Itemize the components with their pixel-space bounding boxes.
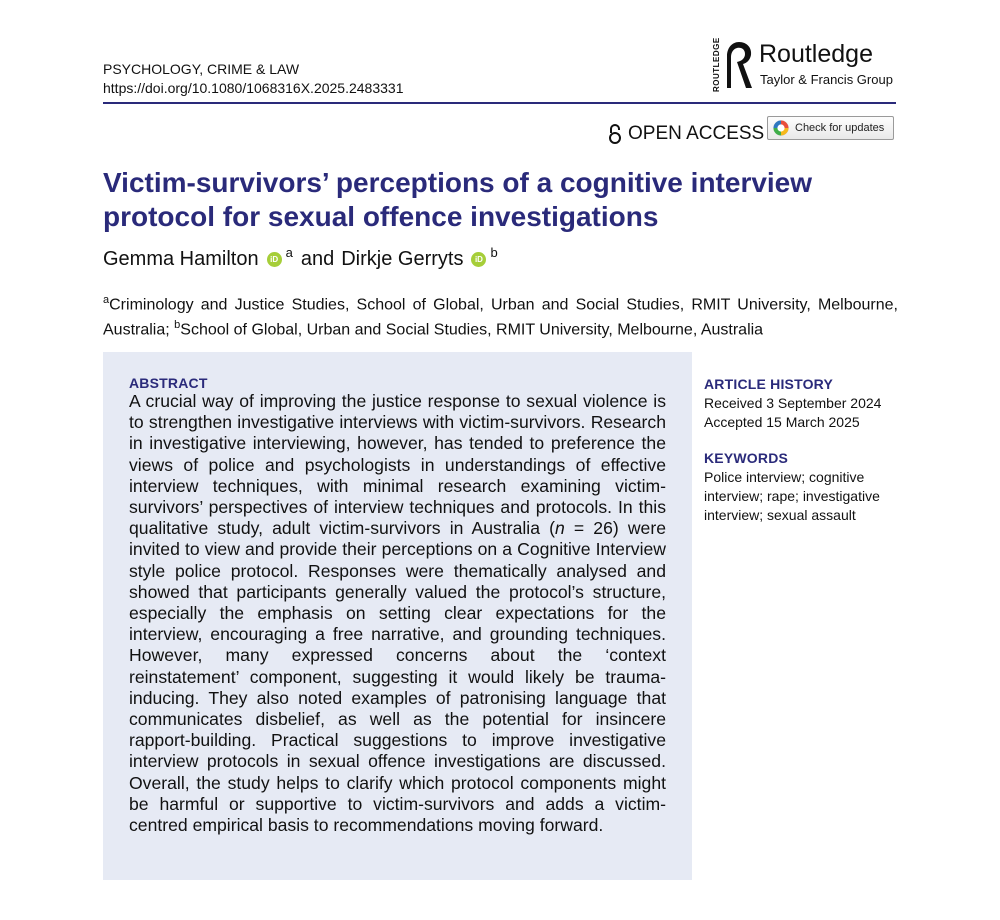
affiliations (103, 290, 898, 341)
article-sidebar (704, 375, 904, 525)
affiliation-text: School of Global, Urban and Social Studies, RMIT University, Melbourne, Australia (180, 321, 764, 339)
author-joiner: and (300, 248, 335, 270)
keywords-heading: KEYWORDS (704, 450, 789, 466)
keywords-text: Police interview; cognitive interview; rape; investigative interview; sexual assault (704, 469, 880, 523)
author-line (103, 245, 498, 271)
check-for-updates-label: Check for updates (795, 122, 885, 134)
open-access-badge (608, 120, 764, 148)
accepted-date: Accepted 15 March 2025 (704, 414, 860, 430)
publisher-group: Taylor & Francis Group (760, 72, 893, 87)
header-divider (103, 102, 896, 104)
affiliation-text: Criminology and Justice Studies, School of Global, Urban and Social Studies, RMIT University, Melbourne, Australia; (103, 296, 898, 339)
abstract-text-part: A crucial way of improving the justice response to sexual violence is to strengthen investigative interviews with victim-survivors. Research in investigative interviewing, however, has tended to preference the views of police and psychologists in understandings of effective interview techniques, with minimal research examining victim-survivors’ perspectives of interview techniques and protocols. In this qualitative study, adult victim-survivors in Australia ( (129, 391, 666, 539)
affiliation-mark: b (174, 319, 181, 332)
author-name[interactable]: Gemma Hamilton (103, 248, 259, 270)
author-name[interactable]: Dirkje Gerryts (341, 248, 464, 270)
publisher-name: Routledge (759, 40, 873, 68)
doi-link[interactable]: https://doi.org/10.1080/1068316X.2025.2483331 (103, 80, 404, 96)
received-date: Received 3 September 2024 (704, 395, 882, 411)
orcid-icon[interactable]: iD (471, 252, 486, 267)
abstract-text (129, 391, 666, 836)
crossmark-icon (773, 120, 789, 136)
journal-header (103, 60, 403, 98)
affiliation-mark: a (103, 294, 110, 306)
abstract-panel (103, 352, 692, 880)
article-title: Victim-survivors’ perceptions of a cognitive interview protocol for sexual offence investigations (103, 167, 813, 232)
open-access-label: OPEN ACCESS (628, 123, 765, 144)
abstract-n-value: = 26 (564, 518, 613, 539)
journal-name: PSYCHOLOGY, CRIME & LAW (103, 61, 300, 77)
publisher-vertical-label: ROUTLEDGE (712, 37, 721, 92)
routledge-head-icon (725, 40, 755, 92)
abstract-text-part: ) were invited to view and provide their perceptions on a Cognitive Interview style police protocol. Responses were thematically analysed and showed that participants generally valued the protocol’s structure, especially the emphasis on setting clear expectations for the interview, encouraging a free narrative, and grounding techniques. However, many expressed concerns about the ‘context reinstatement’ component, suggesting it would likely be trauma-inducing. They also noted examples of patronising language that communicates disbelief, as well as the potential for insincere rapport-building. Practical suggestions to improve investigative interview protocols in sexual offence investigations are discussed. Overall, the study helps to clarify which protocol components might be harmful or supportive to victim-survivors and adds a victim-centred empirical basis to recommendations moving forward. (129, 518, 666, 836)
affiliation-mark: b (490, 245, 498, 260)
orcid-icon[interactable]: iD (267, 252, 282, 267)
affiliation-mark: a (285, 245, 293, 260)
check-for-updates-button[interactable] (767, 116, 894, 140)
publisher-logo[interactable] (712, 37, 902, 95)
history-heading: ARTICLE HISTORY (704, 376, 834, 392)
abstract-heading: ABSTRACT (129, 375, 208, 391)
abstract-n-symbol: n (554, 518, 565, 539)
open-lock-icon (608, 124, 622, 144)
